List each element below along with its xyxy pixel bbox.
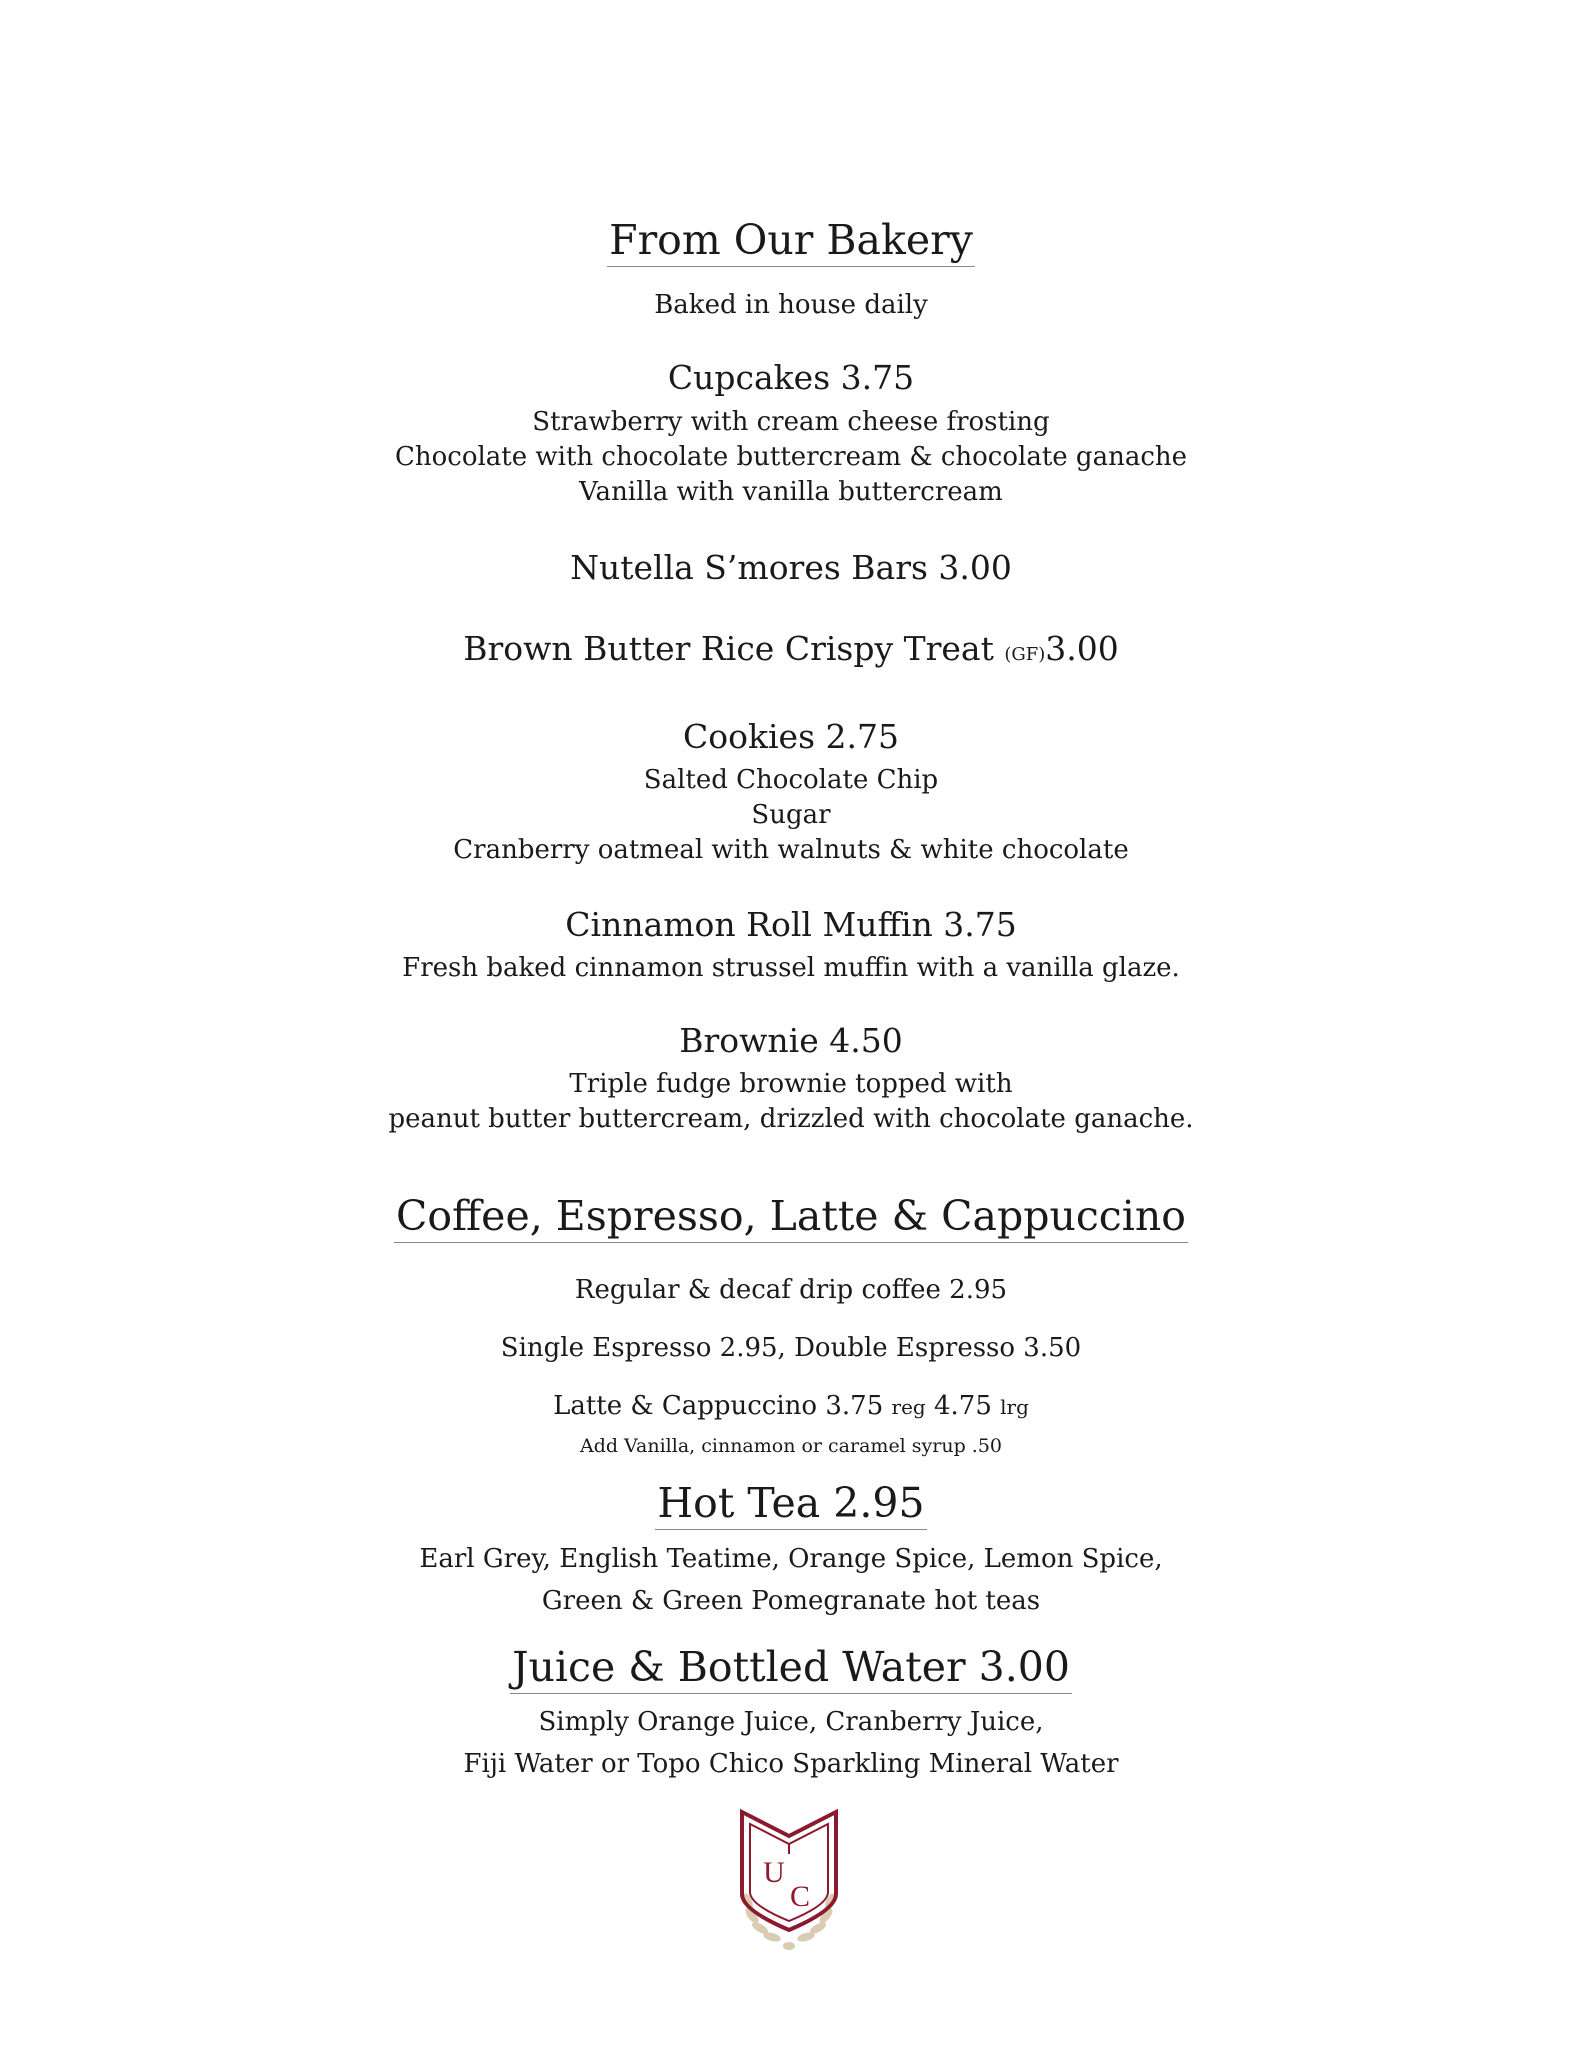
tea-heading [0, 1479, 1582, 1530]
cupcakes-line-2: Chocolate with chocolate buttercream & chocolate ganache [394, 442, 1188, 472]
logo-letter-c: C [789, 1880, 811, 1913]
cookies-title: Cookies 2.75 [683, 717, 899, 756]
coffee-heading [0, 1192, 1582, 1243]
brownie-line-2: peanut butter buttercream, drizzled with chocolate ganache. [388, 1104, 1194, 1134]
coffee-latte [0, 1389, 1582, 1425]
syrup-note: Add Vanilla, cinnamon or caramel syrup .50 [579, 1435, 1003, 1457]
rice-treat-name: Brown Butter Rice Crispy Treat [463, 629, 994, 668]
bakery-heading [0, 216, 1582, 267]
latte-lrg-price: 4.75 [933, 1391, 992, 1421]
coffee-espresso: Single Espresso 2.95, Double Espresso 3.50 [500, 1333, 1082, 1363]
cupcakes-line-1: Strawberry with cream cheese frosting [532, 407, 1050, 437]
muffin-title: Cinnamon Roll Muffin 3.75 [565, 905, 1017, 944]
bakery-subtitle: Baked in house daily [654, 290, 928, 320]
tea-line-2: Green & Green Pomegranate hot teas [541, 1586, 1041, 1616]
latte-reg-label: reg [891, 1395, 926, 1419]
cookies-line-3: Cranberry oatmeal with walnuts & white chocolate [453, 835, 1129, 865]
brownie-line-1: Triple fudge brownie topped with [569, 1069, 1013, 1099]
rice-treat-title [0, 629, 1582, 675]
tea-line-1: Earl Grey, English Teatime, Orange Spice, Lemon Spice, [419, 1544, 1163, 1574]
cookies-line-2: Sugar [751, 800, 831, 830]
coffee-title: Coffee, Espresso, Latte & Cappuccino [394, 1192, 1188, 1243]
tea-title: Hot Tea 2.95 [655, 1479, 926, 1530]
cupcakes-line-3: Vanilla with vanilla buttercream [579, 477, 1003, 507]
bakery-title: From Our Bakery [607, 216, 975, 267]
rice-treat-gf-tag: (GF) [1004, 644, 1046, 665]
juice-line-2: Fiji Water or Topo Chico Sparkling Mineral Water [463, 1749, 1119, 1779]
rice-treat-price: 3.00 [1045, 629, 1119, 668]
coffee-drip: Regular & decaf drip coffee 2.95 [574, 1275, 1008, 1305]
shield-book-crest-icon [734, 1806, 844, 1956]
latte-lrg-label: lrg [1000, 1395, 1029, 1419]
smores-title: Nutella S’mores Bars 3.00 [570, 548, 1012, 587]
latte-name-price: Latte & Cappuccino 3.75 [553, 1391, 884, 1421]
cookies-line-1: Salted Chocolate Chip [643, 765, 939, 795]
juice-line-1: Simply Orange Juice, Cranberry Juice, [538, 1707, 1044, 1737]
logo-letter-u: U [763, 1856, 785, 1889]
muffin-line-1: Fresh baked cinnamon strussel muffin with a vanilla glaze. [402, 953, 1180, 983]
cupcakes-title: Cupcakes 3.75 [667, 358, 915, 397]
juice-title: Juice & Bottled Water 3.00 [510, 1643, 1072, 1694]
brownie-title: Brownie 4.50 [679, 1021, 903, 1060]
juice-heading [0, 1643, 1582, 1694]
